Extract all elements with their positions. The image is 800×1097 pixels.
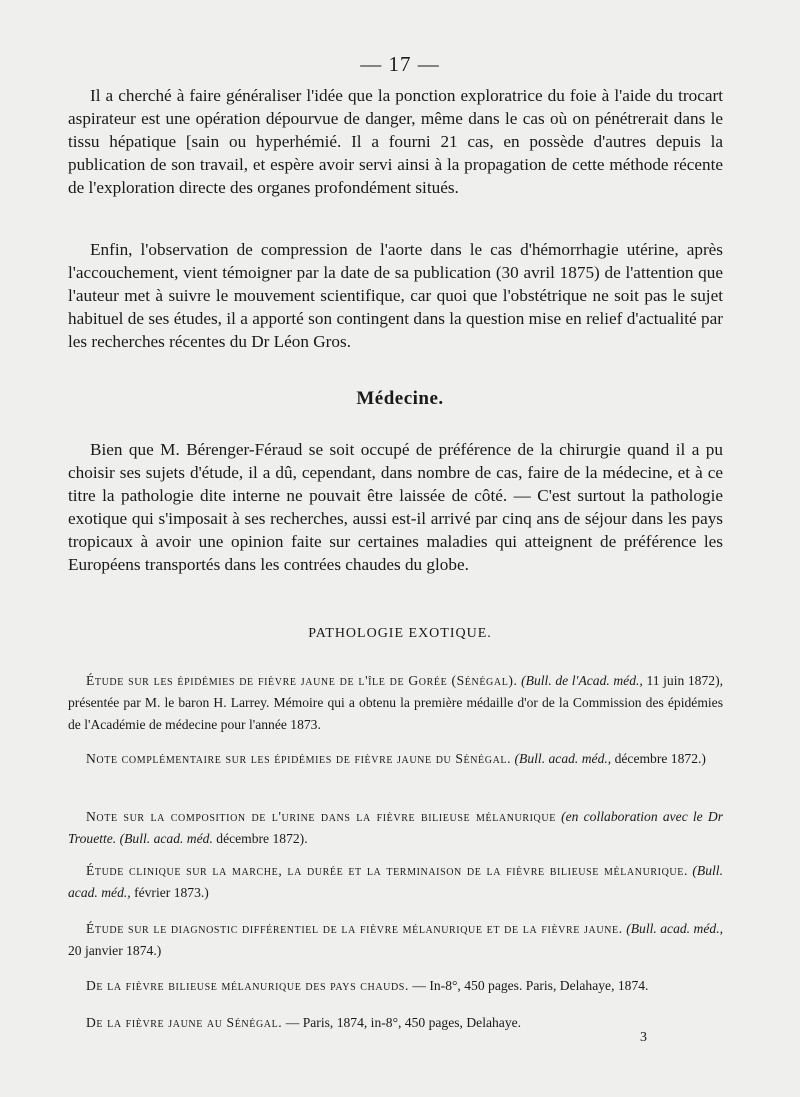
section-paragraph: Bien que M. Bérenger-Féraud se soit occupé de préférence de la chirurgie quand il a pu choisir ses sujets d'étude, il a dû, cependant, dans nombre de cas, faire de la médecine, et à ce titre la pathologie dite interne ne pouvait être laissée de côté. — C'est surtout la pathologie exotique qui s'imposait à ses recherches, aussi est-il arrivé par cinq ans de séjour dans les pays tropicaux à avoir une opinion faite sur certaines maladies qui atteignent de préférence les Européens transportés dans les contrées chaudes du globe.	[68, 440, 723, 574]
bibliography-entry	[68, 860, 723, 904]
entry-rest: 11 juin 1872), présentée par M. le baron H. Larrey. Mémoire qui a obtenu la première médaille d'or de la Commission des épidémies de l'Académie de médecine pour l'année 1873.	[68, 673, 723, 732]
entry-ref: (Bull. de l'Acad. méd.,	[521, 673, 643, 688]
footer-signature-mark: 3	[640, 1030, 647, 1045]
bibliography-entry	[68, 670, 723, 736]
entry-ref: (en collaboration avec le Dr Trouette. (Bull. acad. méd.	[68, 809, 724, 846]
entry-rest: 20 janvier 1874.)	[68, 943, 162, 958]
entry-ref: (Bull. acad. méd.,	[626, 921, 723, 936]
entry-rest: — Paris, 1874, in-8°, 450 pages, Delahaye.	[285, 1015, 522, 1030]
section-heading: Médecine.	[356, 388, 444, 409]
paragraph-1-block	[68, 84, 723, 199]
section-paragraph-block	[68, 438, 723, 576]
entry-rest: décembre 1872).	[216, 831, 308, 846]
entry-title: Étude clinique sur la marche, la durée et la terminaison de la fièvre bilieuse mélanurique.	[86, 863, 688, 878]
bibliography-entry	[68, 748, 723, 770]
bibliography-entry	[68, 1012, 723, 1034]
entry-title: Étude sur le diagnostic différentiel de la fièvre mélanurique et de la fièvre jaune.	[86, 921, 623, 936]
entry-title: Note complémentaire sur les épidémies de fièvre jaune du Sénégal.	[86, 751, 512, 766]
entry-rest: février 1873.)	[134, 885, 209, 900]
bibliography-entry	[68, 806, 723, 850]
entry-rest: — In-8°, 450 pages. Paris, Delahaye, 1874.	[412, 978, 649, 993]
entry-title: Étude sur les épidémies de fièvre jaune de l'île de Gorée (Sénégal).	[86, 673, 518, 688]
entry-ref: (Bull. acad. méd.,	[68, 863, 723, 900]
page-number: — 17 —	[360, 52, 440, 76]
paragraph-2: Enfin, l'observation de compression de l'aorte dans le cas d'hémorrhagie utérine, après l'accouchement, vient témoigner par la date de sa publication (30 avril 1875) de l'attention que l'auteur met à suivre le mouvement scientifique, car quoi que l'obstétrique ne soit pas le sujet habituel de ses études, il a apporté son contingent dans la question mise en relief d'actualité par les recherches récentes du Dr Léon Gros.	[68, 240, 723, 351]
subheading: PATHOLOGIE EXOTIQUE.	[308, 626, 492, 641]
paragraph-1: Il a cherché à faire généraliser l'idée que la ponction exploratrice du foie à l'aide du trocart aspirateur est une opération dépourvue de danger, même dans le cas où on pénétrerait dans le tissu hépatique [sain ou hyperhémié. Il a fourni 21 cas, en possède d'autres depuis la publication de son travail, et espère avoir servi ainsi à la propagation de cette méthode récente de l'exploration directe des organes profondément situés.	[68, 86, 723, 197]
paragraph-2-block	[68, 238, 723, 353]
bibliography-entry	[68, 918, 723, 962]
entry-ref: (Bull. acad. méd.,	[514, 751, 612, 766]
entry-title: De la fièvre jaune au Sénégal.	[86, 1015, 283, 1030]
entry-title: De la fièvre bilieuse mélanurique des pays chauds.	[86, 978, 409, 993]
entry-rest: décembre 1872.)	[614, 751, 706, 766]
bibliography-entry	[68, 975, 723, 997]
entry-title: Note sur la composition de l'urine dans la fièvre bilieuse mélanurique	[86, 809, 556, 824]
